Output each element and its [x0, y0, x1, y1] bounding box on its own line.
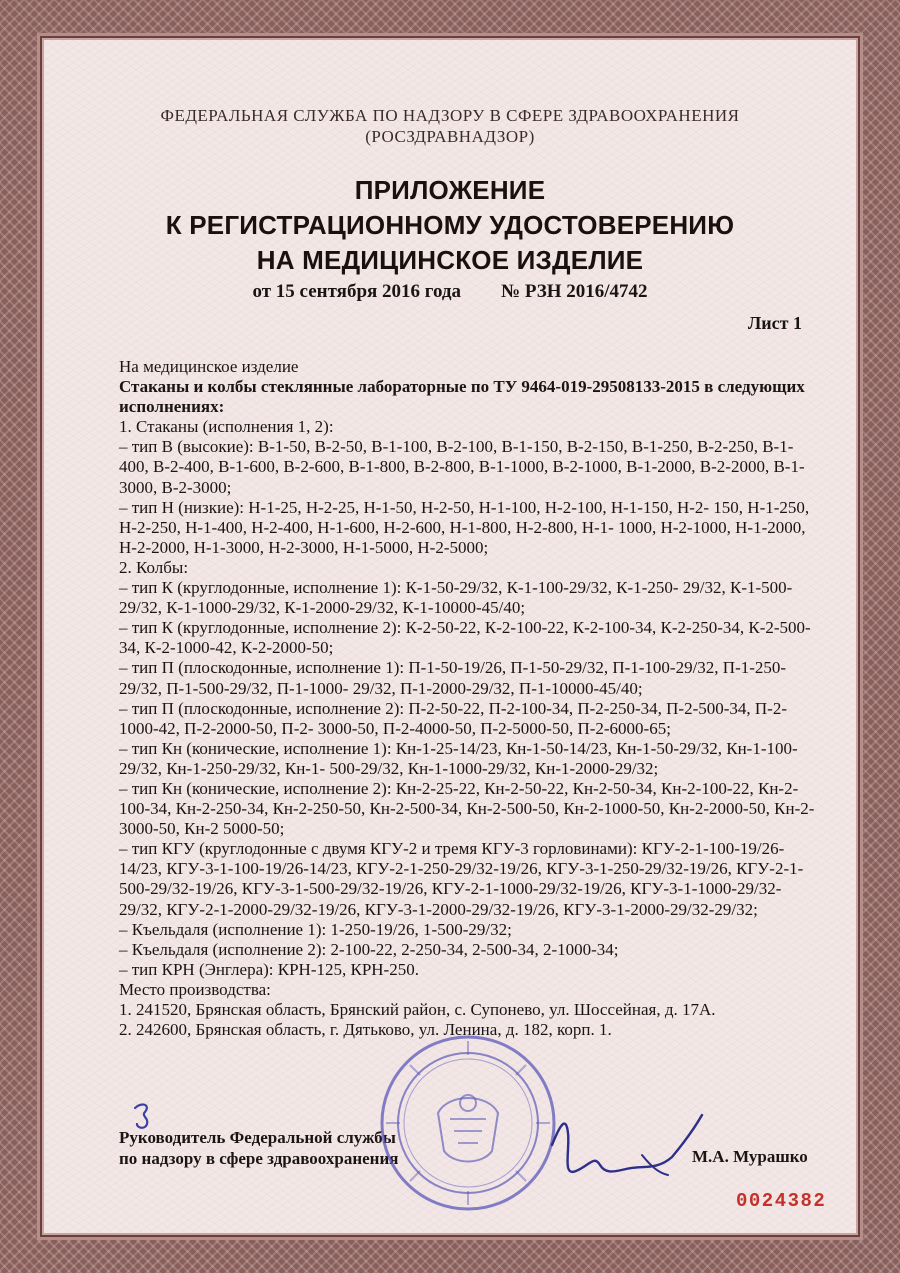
doc-title-line-3: НА МЕДИЦИНСКОЕ ИЗДЕЛИЕ: [256, 245, 644, 275]
flasks-kjeldahl-2: – Къельдаля (исполнение 2): 2-100-22, 2-250-34, 2-500-34, 2-1000-34;: [119, 939, 619, 959]
beakers-type-b: – тип В (высокие): В-1-50, В-2-50, В-1-100, В-2-100, В-1-150, В-2-150, В-1-250, В-2-250, В-1-400, В-2-400, В-1-600, В-2-600, В-1-800, В-2-800, В-1-1000, В-2-1000, В-1-2000, В-2-2000, В-1-3000, В-2-3000;: [119, 437, 805, 497]
registration-number: № РЗН 2016/4742: [501, 281, 648, 302]
flasks-type-p1: – тип П (плоскодонные, исполнение 1): П-1-50-19/26, П-1-50-29/32, П-1-100-29/32, П-1-250-29/32, П-1-500-29/32, П-1-1000- 29/32, П-1-2000-29/32, П-1-10000-45/40;: [119, 658, 787, 698]
beakers-type-h: – тип Н (низкие): Н-1-25, Н-2-25, Н-1-50, Н-2-50, Н-1-100, Н-2-100, Н-1-150, Н-2- 150, Н-1-250, Н-2-250, Н-1-400, Н-2-400, Н-1-600, Н-2-600, Н-1-800, Н-2-800, Н-1- 1000, Н-2-1000, Н-1-2000, Н-2-2000, Н-1-3000, Н-2-3000, Н-1-5000, Н-2-5000;: [119, 497, 810, 557]
production-place-1: 1. 241520, Брянская область, Брянский район, с. Супонево, ул. Шоссейная, д. 17А.: [119, 1000, 716, 1019]
flasks-type-k2: – тип К (круглодонные, исполнение 2): К-2-50-22, К-2-100-22, К-2-100-34, К-2-250-34, К-2-500-34, К-2-1000-42, К-2-2000-50;: [119, 618, 811, 658]
serial-number: 0024382: [736, 1190, 827, 1212]
official-seal-icon: [378, 1033, 558, 1213]
signatory-role-line-2: по надзору в сфере здравоохранения: [119, 1149, 399, 1168]
issue-date: от 15 сентября 2016 года: [252, 281, 462, 302]
flasks-kjeldahl-1: – Къельдаля (исполнение 1): 1-250-19/26, 1-500-29/32;: [119, 919, 512, 939]
signatory-role-line-1: Руководитель Федеральной службы: [119, 1128, 396, 1147]
intro-text: На медицинское изделие: [119, 357, 299, 376]
handwritten-mark-icon: [131, 1102, 157, 1132]
agency-abbrev: (РОСЗДРАВНАДЗОР): [365, 127, 535, 146]
product-name: Стаканы и колбы стеклянные лабораторные по ТУ 9464-019-29508133-2015 в следующих исполнениях:: [119, 377, 805, 417]
section-beakers-title: 1. Стаканы (исполнения 1, 2):: [119, 417, 334, 437]
agency-name: ФЕДЕРАЛЬНАЯ СЛУЖБА ПО НАДЗОРУ В СФЕРЕ ЗДРАВООХРАНЕНИЯ: [160, 106, 740, 125]
flasks-type-kn2: – тип Кн (конические, исполнение 2): Кн-2-25-22, Кн-2-50-22, Кн-2-50-34, Кн-2-100-22, Кн-2-100-34, Кн-2-250-34, Кн-2-250-50, Кн-2-500-34, Кн-2-500-50, Кн-2-1000-50, Кн-2-2000-50, Кн-2-3000-50, Кн-2 5000-50;: [119, 778, 815, 839]
section-flasks-title: 2. Колбы:: [119, 557, 189, 577]
handwritten-signature-icon: [546, 1085, 706, 1195]
sheet-number: Лист 1: [747, 313, 802, 333]
production-place-title: Место производства:: [119, 979, 271, 999]
issue-date-number: [0, 281, 900, 303]
signatory-role: [119, 1127, 398, 1169]
doc-title-line-1: ПРИЛОЖЕНИЕ: [354, 175, 546, 205]
flasks-type-k1: – тип К (круглодонные, исполнение 1): К-1-50-29/32, К-1-100-29/32, К-1-250- 29/32, К-1-500-29/32, К-1-1000-29/32, К-1-2000-29/32, К-1-10000-45/40;: [119, 578, 793, 618]
signatory-name: М.А. Мурашко: [692, 1147, 808, 1166]
flasks-type-kgu: – тип КГУ (круглодонные с двумя КГУ-2 и тремя КГУ-3 горловинами): КГУ-2-1-100-19/26-14/23, КГУ-3-1-100-19/26-14/23, КГУ-2-1-250-29/32-19/26, КГУ-3-1-250-29/32-19/26, КГУ-2-1-500-29/32-19/26, КГУ-3-1-500-29/32-19/26, КГУ-2-1-1000-29/32-19/26, КГУ-3-1-1000-29/32-29/32, КГУ-2-1-2000-29/32-19/26, КГУ-3-1-2000-29/32-19/26, КГУ-3-1-2000-29/32-29/32;: [119, 839, 804, 919]
flasks-type-kn1: – тип Кн (конические, исполнение 1): Кн-1-25-14/23, Кн-1-50-14/23, Кн-1-50-29/32, Кн-1-100-29/32, Кн-1-250-29/32, Кн-1- 500-29/32, Кн-1-1000-29/32, Кн-1-2000-29/32;: [119, 738, 798, 778]
flasks-type-p2: – тип П (плоскодонные, исполнение 2): П-2-50-22, П-2-100-34, П-2-250-34, П-2-500-34, П-2-1000-42, П-2-2000-50, П-2- 3000-50, П-2-4000-50, П-2-5000-50, П-2-6000-65;: [119, 698, 787, 738]
doc-title-line-2: К РЕГИСТРАЦИОННОМУ УДОСТОВЕРЕНИЮ: [165, 210, 735, 240]
document-body: [119, 357, 819, 1040]
production-place-2: 2. 242600, Брянская область, г. Дятьково, ул. Ленина, д. 182, корп. 1.: [119, 1020, 612, 1040]
flasks-type-krn: – тип КРН (Энглера): КРН-125, КРН-250.: [119, 959, 419, 979]
